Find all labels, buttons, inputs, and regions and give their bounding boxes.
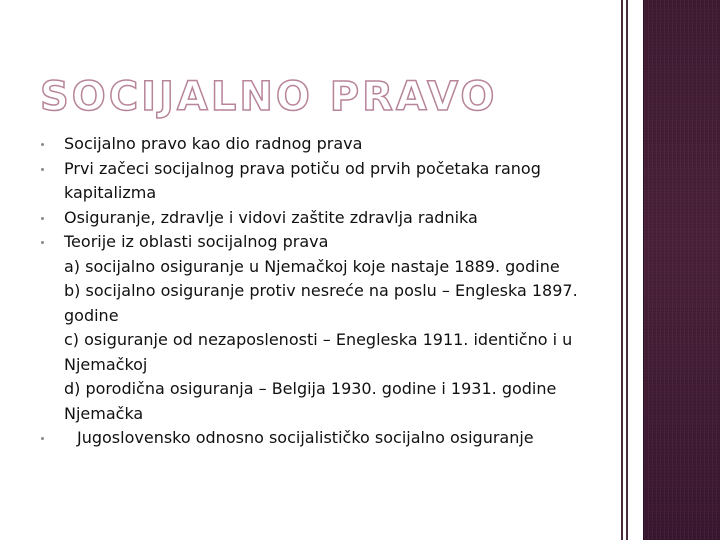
decorative-side-band bbox=[643, 0, 720, 540]
slide-title: SOCIJALNO PRAVO bbox=[40, 74, 498, 120]
bullet-item bbox=[40, 206, 608, 231]
bullet-text: Prvi začeci socijalnog prava potiču od prvih početaka ranog kapitalizma bbox=[64, 158, 541, 202]
bullet-item bbox=[40, 132, 608, 157]
sub-item: d) porodična osiguranja – Belgija 1930. godine i 1931. godine Njemačka bbox=[64, 379, 557, 423]
bullet-text: Teorije iz oblasti socijalnog prava bbox=[64, 232, 329, 251]
bullet-text: Socijalno pravo kao dio radnog prava bbox=[64, 134, 363, 153]
bullet-item bbox=[40, 230, 608, 426]
bullet-item bbox=[40, 157, 608, 206]
bullet-list bbox=[40, 132, 608, 451]
bullet-text: Jugoslovensko odnosno socijalističko socijalno osiguranje bbox=[77, 428, 534, 447]
decorative-stripe bbox=[621, 0, 628, 540]
bullet-item bbox=[40, 426, 608, 451]
sub-item: c) osiguranje od nezaposlenosti – Enegleska 1911. identično i u Njemačkoj bbox=[64, 330, 573, 374]
sub-item: b) socijalno osiguranje protiv nesreće na poslu – Engleska 1897. godine bbox=[64, 281, 578, 325]
bullet-text: Osiguranje, zdravlje i vidovi zaštite zdravlja radnika bbox=[64, 207, 478, 227]
sub-item: a) socijalno osiguranje u Njemačkoj koje nastaje 1889. godine bbox=[64, 256, 560, 276]
